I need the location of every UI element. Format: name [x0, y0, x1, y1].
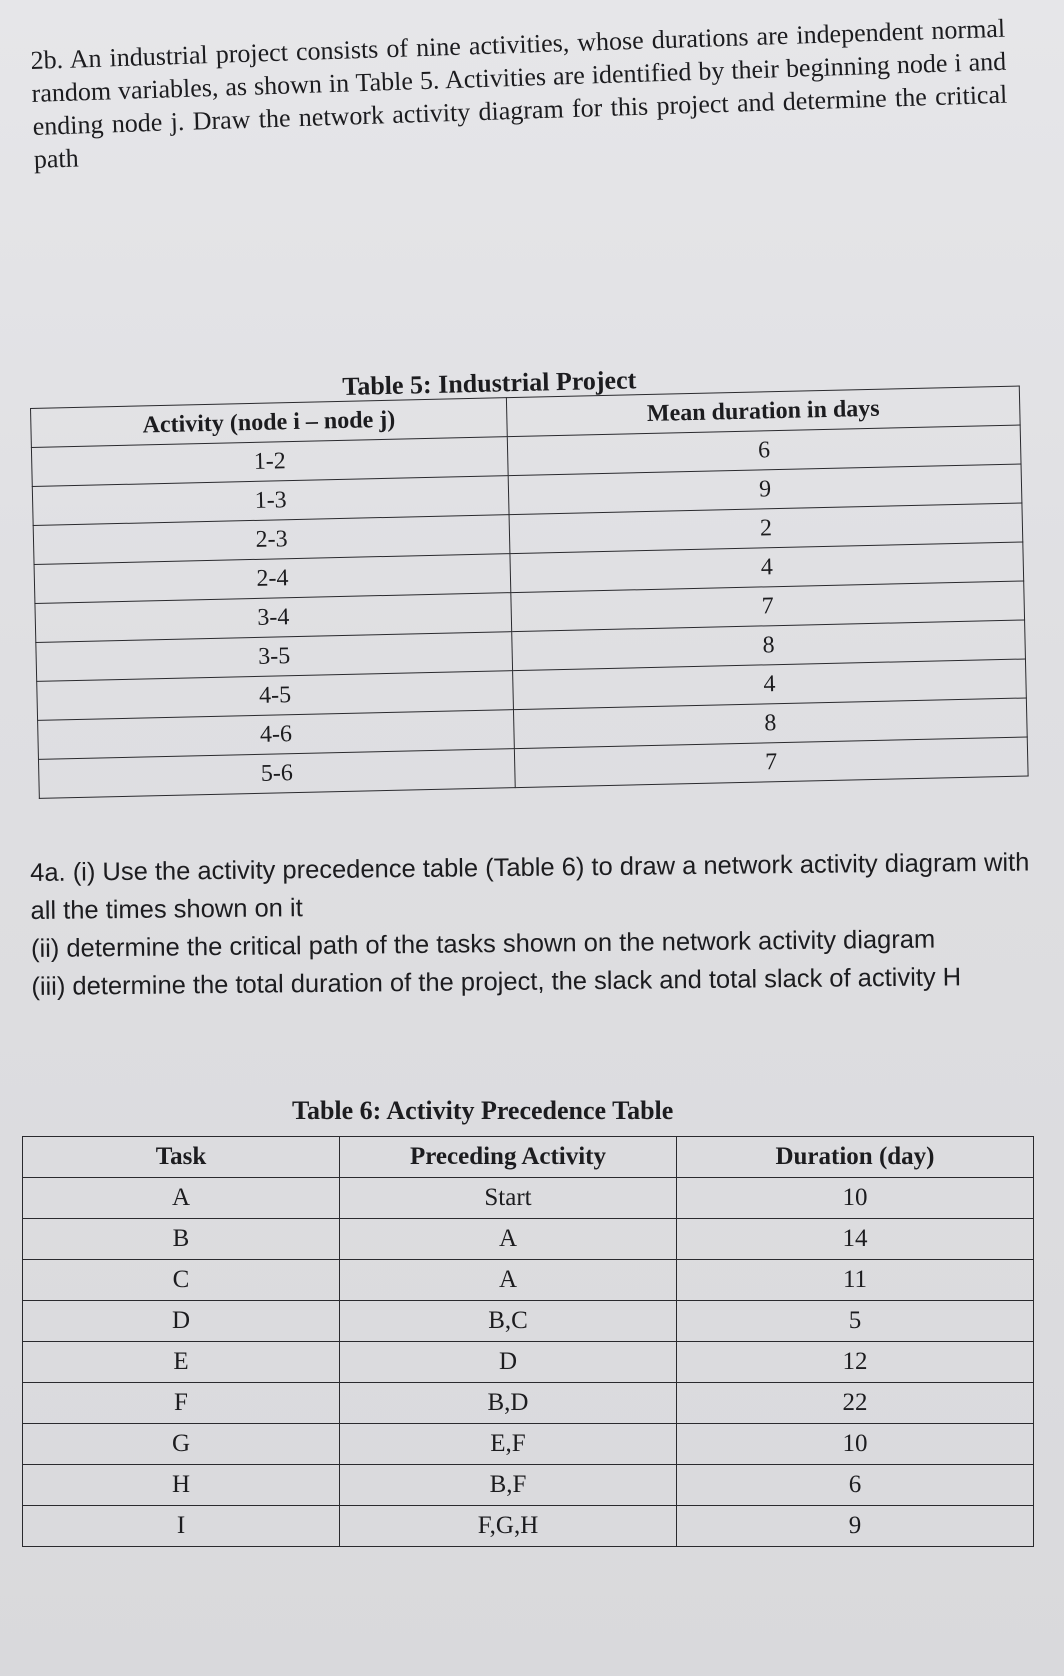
table6-preceding-cell: B,D — [340, 1383, 677, 1424]
table6-header-duration: Duration (day) — [677, 1137, 1034, 1178]
table5-caption: Table 5: Industrial Project — [342, 365, 637, 401]
table6-header-task: Task — [23, 1137, 340, 1178]
table6-preceding-cell: E,F — [340, 1424, 677, 1465]
table6-task-cell: E — [23, 1342, 340, 1383]
question-2b-text: 2b. An industrial project consists of nine activities, whose durations are independent normal random variables, as shown in Table 5. Activities are identified by their beginning node i and ending node j. Draw the network activity diagram for this project and determine the critical path — [30, 13, 1008, 174]
table6-row — [23, 1465, 1034, 1506]
table5-duration-cell: 7 — [514, 737, 1028, 788]
table5-duration-cell: 8 — [513, 698, 1027, 749]
table6-duration-cell: 12 — [677, 1342, 1034, 1383]
table6-header-row — [23, 1137, 1034, 1178]
question-4a — [30, 843, 1042, 1006]
table6-preceding-cell: B,F — [340, 1465, 677, 1506]
table5-activity-cell: 2-4 — [34, 554, 511, 604]
table6-row — [23, 1506, 1034, 1547]
table5-duration-cell: 6 — [507, 425, 1021, 476]
table6-duration-cell: 11 — [677, 1260, 1034, 1301]
table6-row — [23, 1219, 1034, 1260]
question-4a-part-i: 4a. (i) Use the activity precedence table (Table 6) to draw a network activity diagram with all the times shown on it — [30, 848, 1030, 925]
table5-duration-cell: 8 — [512, 620, 1026, 671]
table5-duration-cell: 2 — [509, 503, 1023, 554]
table5-activity-cell: 3-5 — [36, 632, 513, 682]
table6-preceding-cell: A — [340, 1260, 677, 1301]
table5-industrial-project — [30, 386, 1029, 799]
table6-header-preceding: Preceding Activity — [340, 1137, 677, 1178]
table6-task-cell: A — [23, 1178, 340, 1219]
table6-duration-cell: 5 — [677, 1301, 1034, 1342]
question-4a-part-ii: (ii) determine the critical path of the tasks shown on the network activity diagram — [30, 925, 936, 963]
table5-header-activity: Activity (node i – node j) — [31, 398, 508, 448]
table6-preceding-cell: A — [340, 1219, 677, 1260]
table6-duration-cell: 22 — [677, 1383, 1034, 1424]
table6-activity-precedence — [22, 1136, 1034, 1547]
table6-caption: Table 6: Activity Precedence Table — [292, 1096, 674, 1125]
table6-duration-cell: 10 — [677, 1424, 1034, 1465]
table5-duration-cell: 4 — [513, 659, 1027, 710]
table5-activity-cell: 3-4 — [35, 593, 512, 643]
table6-task-cell: B — [23, 1219, 340, 1260]
table5-activity-cell: 1-3 — [32, 476, 509, 526]
table6-duration-cell: 10 — [677, 1178, 1034, 1219]
table5-activity-cell: 4-5 — [37, 671, 514, 721]
table5-duration-cell: 9 — [508, 464, 1022, 515]
question-4a-part-iii: (iii) determine the total duration of the project, the slack and total slack of activity H — [31, 963, 962, 1001]
table6-row — [23, 1178, 1034, 1219]
table5-activity-cell: 1-2 — [31, 437, 508, 487]
table6-task-cell: G — [23, 1424, 340, 1465]
table6-row — [23, 1342, 1034, 1383]
table6-preceding-cell: Start — [340, 1178, 677, 1219]
table5-activity-cell: 5-6 — [38, 749, 515, 799]
table6-duration-cell: 6 — [677, 1465, 1034, 1506]
table6-duration-cell: 14 — [677, 1219, 1034, 1260]
table5-activity-cell: 2-3 — [33, 515, 510, 565]
table6-preceding-cell: F,G,H — [340, 1506, 677, 1547]
table5-duration-cell: 7 — [511, 581, 1025, 632]
table5-duration-cell: 4 — [510, 542, 1024, 593]
table5-activity-cell: 4-6 — [38, 710, 515, 760]
table6-row — [23, 1383, 1034, 1424]
table6-row — [23, 1424, 1034, 1465]
table6-row — [23, 1301, 1034, 1342]
table6-task-cell: D — [23, 1301, 340, 1342]
table6-task-cell: I — [23, 1506, 340, 1547]
table6-task-cell: H — [23, 1465, 340, 1506]
table6-task-cell: F — [23, 1383, 340, 1424]
table6-row — [23, 1260, 1034, 1301]
table6-task-cell: C — [23, 1260, 340, 1301]
table5-header-duration: Mean duration in days — [506, 386, 1020, 437]
table6-duration-cell: 9 — [677, 1506, 1034, 1547]
table6-preceding-cell: B,C — [340, 1301, 677, 1342]
table6-preceding-cell: D — [340, 1342, 677, 1383]
